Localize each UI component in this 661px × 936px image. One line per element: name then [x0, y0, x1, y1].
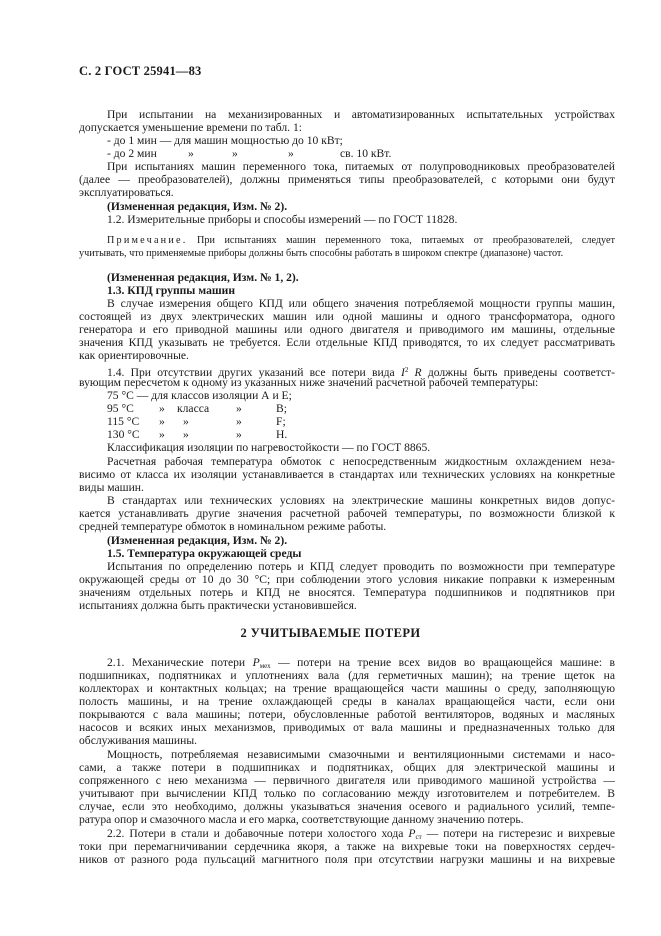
section-title: 2 УЧИТЫВАЕМЫЕ ПОТЕРИ: [240, 626, 421, 640]
paragraph-line: состоящей из двух электрических машин или одной машины и одного трансформатора, одного: [79, 310, 615, 323]
paragraph-line: окружающей среды от 10 до 30 °С; при соблюдении этого условия никакие поправки к измеренным: [79, 573, 615, 586]
symbol-i: I: [400, 366, 405, 379]
paragraph-line: подшипниках, подпятниках и уплотнениях вала (для герметичных машин); на трение щеток на: [79, 669, 615, 682]
amendment-note: (Измененная редакция, Изм. № 2).: [107, 534, 288, 547]
ditto-mark: »: [236, 402, 242, 415]
paragraph-line: сами, а также потери в подшипниках и подпятниках, общих для электрической машины и: [79, 761, 615, 774]
paragraph-line: учитывают при вычислении КПД только по согласованию между изготовителем и потребителем. В: [79, 787, 615, 800]
paragraph-line: Расчетная рабочая температура обмоток с непосредственным жидкостным охлаждением неза-: [107, 455, 615, 468]
symbol-subscript: мех: [259, 662, 271, 670]
paragraph-line: В случае измерения общего КПД или общего значения потребляемой мощности группы машин,: [107, 297, 615, 310]
symbol-r: R: [408, 366, 422, 379]
paragraph-line: При испытании на механизированных и автоматизированных испытательных устройствах: [107, 108, 615, 121]
clause-1-2: 1.2. Измерительные приборы и способы измерений — по ГОСТ 11828.: [107, 213, 458, 226]
paragraph-line: вующим пересчетом к одному из указанных ниже значений расчетной рабочей температуры:: [79, 376, 539, 389]
ditto-mark: »: [159, 402, 165, 415]
note-text: При испытаниях машин переменного тока, питаемых от преобразователей, следует: [187, 235, 615, 246]
paragraph-line: Классификация изоляции по нагревостойкости — по ГОСТ 8865.: [107, 441, 431, 454]
paragraph-line: полость машины, и на трение охлаждающей среды в каналах вращающейся части, если они: [79, 695, 615, 708]
temperature-value: 115 °C: [107, 415, 140, 428]
ditto-mark: »: [188, 147, 194, 160]
paragraph-line: испытаниях должна быть практически установившейся.: [79, 599, 357, 612]
ditto-mark: »: [183, 428, 189, 441]
temperature-value: 130 °C: [107, 428, 140, 441]
ditto-mark: »: [232, 147, 238, 160]
amendment-note: (Измененная редакция, Изм. № 1, 2).: [107, 271, 299, 284]
paragraph-line: эксплуатироваться.: [79, 186, 174, 199]
text-run: 2.1. Механические потери: [107, 656, 253, 669]
insulation-class: В;: [276, 402, 287, 415]
symbol-p: P: [408, 827, 416, 840]
paragraph-line: как ориентировочные.: [79, 349, 189, 362]
ditto-mark: »: [183, 415, 189, 428]
list-item: - до 1 мин — для машин мощностью до 10 кВт;: [107, 134, 343, 147]
paragraph-line: В стандартах или технических условиях на электрические машины конкретных видов допус-: [107, 494, 615, 507]
note-line: учитывать, что применяемые приборы должны быть способны работать в широком спектре (диапазоне) частот.: [79, 248, 564, 259]
paragraph-line: сопряженного с нею механизма — первичного двигателя или приводимого машиной устройства —: [79, 774, 615, 787]
paragraph-line: виды машин.: [79, 481, 144, 494]
paragraph-line: висимо от класса их изоляции устанавливается в стандартах или технических условиях на конкретные: [79, 468, 615, 481]
paragraph-line: насосов и всяких иных механизмов, приводимых от вала машины и предназначенных только для: [79, 721, 615, 734]
ditto-mark: »: [236, 428, 242, 441]
paragraph-line: Испытания по определению потерь и КПД следует проводить по возможности при температуре: [107, 560, 615, 573]
paragraph-line: ратура опор и смазочного масла и его марка, соответствующие данному значению потерь.: [79, 813, 524, 826]
symbol-p: P: [252, 656, 260, 669]
ditto-mark: »: [159, 415, 165, 428]
paragraph-line: средней температуре обмоток в номинальном режиме работы.: [79, 520, 387, 533]
paragraph-line: ников от разного рода пульсаций магнитного поля при отсутствии нагрузки машины и на вихревые: [79, 853, 615, 866]
paragraph-line: значения КПД указывать не требуется. Если отдельные КПД приводятся, то их следует рассматривать: [79, 336, 615, 349]
temperature-text: класса: [177, 402, 210, 415]
page-header: С. 2 ГОСТ 25941—83: [79, 64, 202, 78]
temperature-value: 95 °C: [107, 402, 134, 415]
paragraph-line: коллекторах и контактных кольцах; на трение вращающейся части машины о среду, заполняющую: [79, 682, 615, 695]
symbol-subscript: ст: [415, 833, 422, 841]
paragraph-line: покрываются с вала машины; потери, обусловленные работой вентиляторов, водяных и масляных: [79, 708, 615, 721]
insulation-class: Н.: [276, 428, 288, 441]
text-run: 2.2. Потери в стали и добавочные потери холостого хода: [107, 827, 409, 840]
paragraph-line: допускается уменьшение времени по табл. 1:: [79, 121, 302, 134]
paragraph-line: кается устанавливать другие значения расчетной рабочей температуры, по возможности близкой к: [79, 507, 615, 520]
paragraph-line: Мощность, потребляемая независимыми смазочными и вентиляционными системами и насо-: [107, 748, 615, 761]
ditto-mark: »: [236, 415, 242, 428]
clause-1-5-title: 1.5. Температура окружающей среды: [107, 547, 302, 560]
paragraph-line: обслуживания машины.: [79, 734, 198, 747]
text-run: должны быть приведены соответст-: [421, 366, 616, 379]
temperature-row: 75 °C — для классов изоляции А и Е;: [107, 389, 292, 402]
paragraph-line: значениям отдельных потерь и КПД не вносятся. Температура подшипников и подпятников при: [79, 586, 615, 599]
paragraph-line: генератора и его приводной машины или одного двигателя и приводимого им машины, отдельные: [79, 323, 615, 336]
paragraph-line: При испытаниях машин переменного тока, питаемых от полупроводниковых преобразователей: [107, 160, 615, 173]
list-item: - до 2 мин: [107, 147, 157, 160]
text-run: 1.4. При отсутствии других указаний все потери вида: [107, 366, 401, 379]
text-run: — потери на трение всех видов во вращающейся машине: в: [270, 656, 615, 669]
paragraph-line: (далее — преобразователей), должны применяться типы преобразователей, с которыми они будут: [79, 173, 615, 186]
paragraph-line: случае, если это необходимо, должны указываться значения осевого и радиального усилий, темпе-: [79, 800, 615, 813]
amendment-note: (Измененная редакция, Изм. № 2).: [107, 200, 288, 213]
insulation-class: F;: [276, 415, 286, 428]
symbol-exponent: 2: [404, 366, 409, 374]
list-item-value: св. 10 кВт.: [340, 147, 392, 160]
text-run: — потери на гистерезис и вихревые: [421, 827, 616, 840]
paragraph-line: токи при перемагничивании сердечника якоря, а также на вихревые токи на поверхностях сердеч-: [79, 840, 615, 853]
note-label: Примечание.: [107, 235, 188, 246]
ditto-mark: »: [159, 428, 165, 441]
note-line: [107, 234, 615, 248]
ditto-mark: »: [288, 147, 294, 160]
clause-1-3-title: 1.3. КПД группы машин: [107, 284, 236, 297]
